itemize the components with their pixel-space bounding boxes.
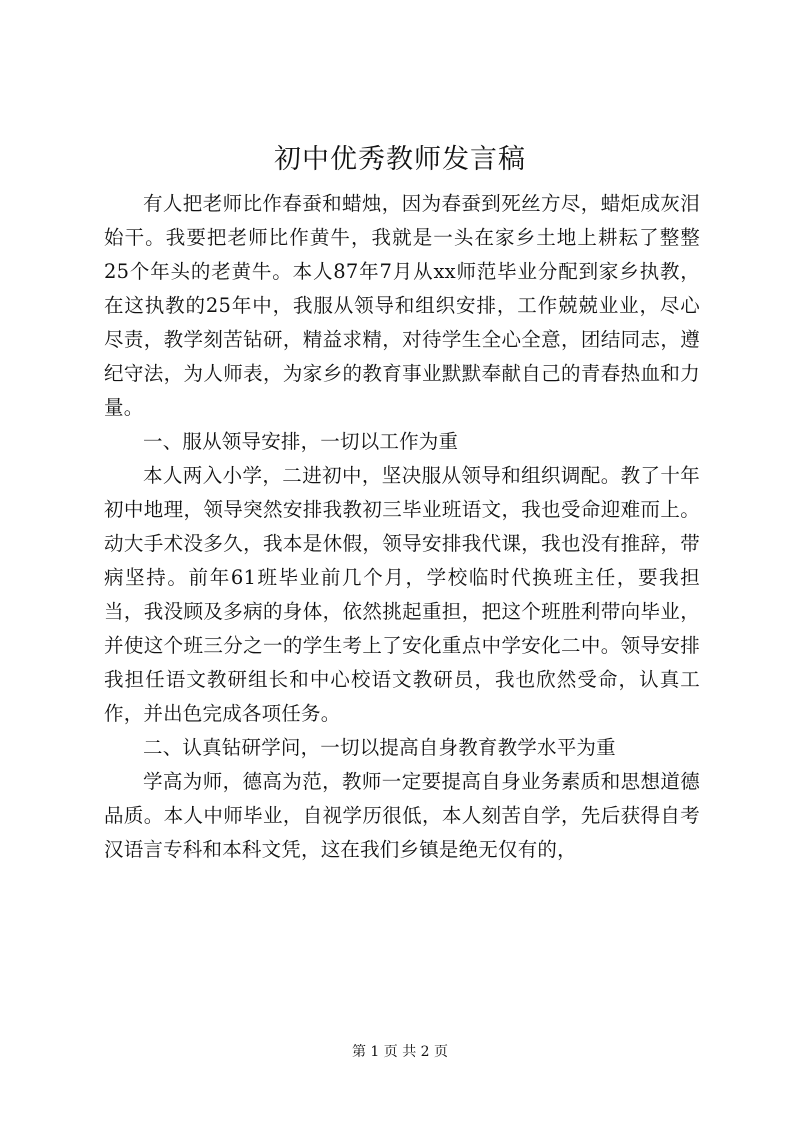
- paragraph-intro: 有人把老师比作春蚕和蜡烛，因为春蚕到死丝方尽，蜡炬成灰泪始干。我要把老师比作黄牛，我就是一头在家乡土地上耕耘了整整25个年头的老黄牛。本人87年7月从xx师范毕业分配到家乡执教，在这执教的25年中，我服从领导和组织安排，工作兢兢业业，尽心尽责，教学刻苦钻研，精益求精，对待学生全心全意，团结同志，遵纪守法，为人师表，为家乡的教育事业默默奉献自己的青春热血和力量。: [104, 192, 700, 419]
- paragraph-section-2: 学高为师，德高为范，教师一定要提高自身业务素质和思想道德品质。本人中师毕业，自视学历很低，本人刻苦自学，先后获得自考汉语言专科和本科文凭，这在我们乡镇是绝无仅有的，: [104, 770, 700, 861]
- document-body: [104, 187, 700, 867]
- page-number-footer: 第 1 页 共 2 页: [351, 1044, 449, 1060]
- paragraph-section-1: 本人两入小学，二进初中，坚决服从领导和组织调配。教了十年初中地理，领导突然安排我教初三毕业班语文，我也受命迎难而上。动大手术没多久，我本是休假，领导安排我代课，我也没有推辞，带病坚持。前年61班毕业前几个月，学校临时代换班主任，要我担当，我没顾及多病的身体，依然挑起重担，把这个班胜利带向毕业，并使这个班三分之一的学生考上了安化重点中学安化二中。领导安排我担任语文教研组长和中心校语文教研员，我也欣然受命，认真工作，并出色完成各项任务。: [104, 464, 700, 725]
- page-title: 初中优秀教师发言稿: [274, 144, 526, 175]
- section-heading-1: 一、服从领导安排，一切以工作为重: [143, 430, 459, 453]
- section-heading-2: 二、认真钻研学问，一切以提高自身教育教学水平为重: [143, 736, 616, 759]
